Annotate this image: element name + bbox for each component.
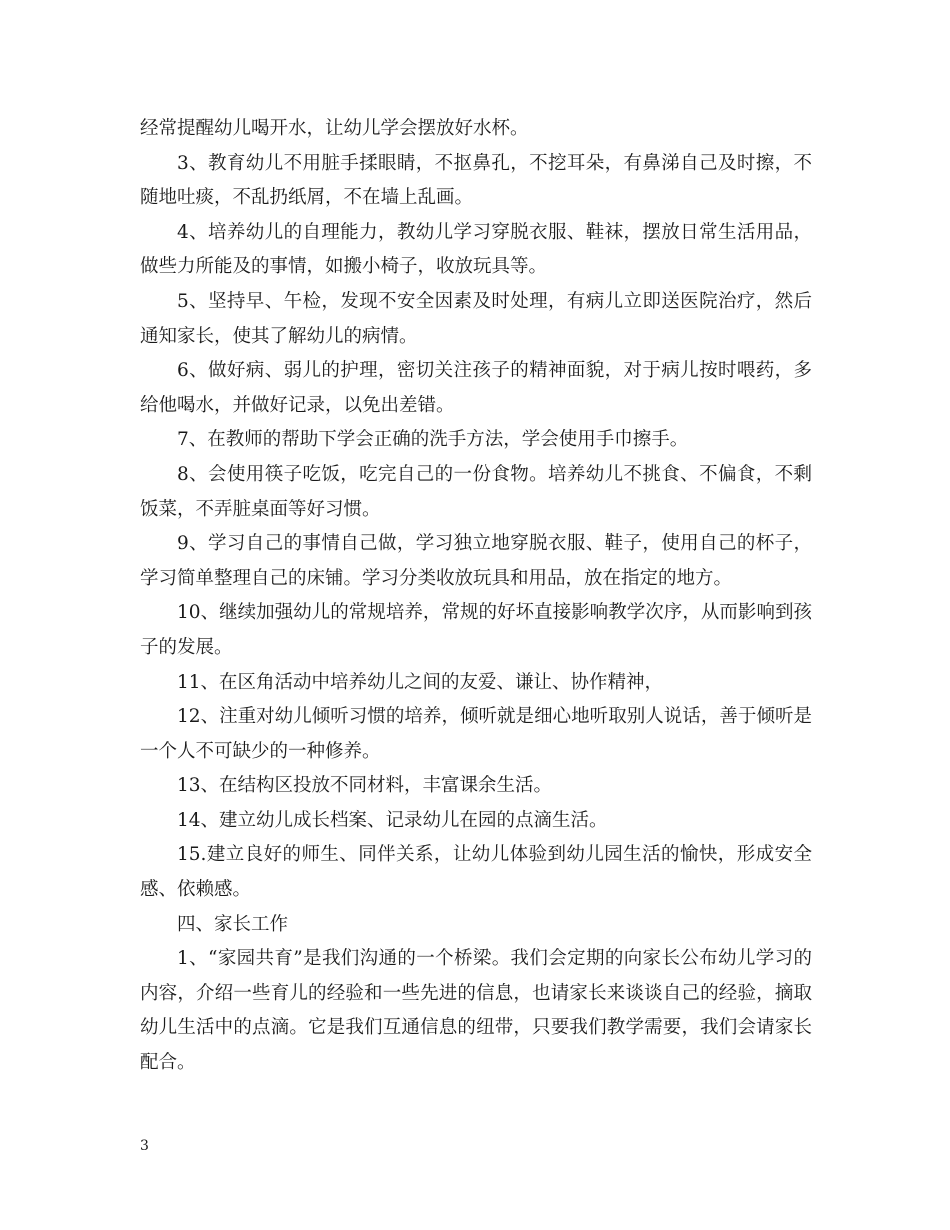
paragraph-item-13: 13、在结构区投放不同材料，丰富课余生活。	[177, 775, 553, 797]
paragraph-item-7: 7、在教师的帮助下学会正确的洗手方法，学会使用手巾擦手。	[177, 429, 689, 451]
paragraph-item-3: 3、教育幼儿不用脏手揉眼睛，不抠鼻孔，不挖耳朵，有鼻涕自己及时擦，不随地吐痰，不乱扔纸屑，不在墙上乱画。	[140, 152, 812, 209]
paragraph-item-6: 6、做好病、弱儿的护理，密切关注孩子的精神面貌，对于病儿按时喂药，多给他喝水，并做好记录，以免出差错。	[140, 360, 812, 416]
section-heading: 四、家长工作	[177, 913, 289, 935]
paragraph-item-15: 15.建立良好的师生、同伴关系，让幼儿体验到幼儿园生活的愉快，形成安全感、依赖感。	[140, 844, 812, 901]
paragraph-item-8: 8、会使用筷子吃饭，吃完自己的一份食物。培养幼儿不挑食、不偏食，不剩饭菜，不弄脏桌面等好习惯。	[140, 463, 812, 520]
paragraph-item-4: 4、培养幼儿的自理能力，教幼儿学习穿脱衣服、鞋袜，摆放日常生活用品，做些力所能及的事情，如搬小椅子，收放玩具等。	[140, 221, 812, 278]
paragraph-item-9: 9、学习自己的事情自己做，学习独立地穿脱衣服、鞋子，使用自己的杯子，学习简单整理自己的床铺。学习分类收放玩具和用品，放在指定的地方。	[140, 533, 812, 589]
paragraph-item-10: 10、继续加强幼儿的常规培养，常规的好坏直接影响教学次序，从而影响到孩子的发展。	[140, 602, 812, 658]
paragraph-item-12: 12、注重对幼儿倾听习惯的培养，倾听就是细心地听取别人说话，善于倾听是一个人不可缺少的一种修养。	[140, 706, 812, 762]
paragraph-parent-work-1: 1、“家园共育”是我们沟通的一个桥梁。我们会定期的向家长公布幼儿学习的内容，介绍一些育儿的经验和一些先进的信息，也请家长来谈谈自己的经验，摘取幼儿生活中的点滴。它是我们互通信息的纽带，只要我们教学需要，我们会请家长配合。	[140, 948, 812, 1074]
paragraph-continuation: 经常提醒幼儿喝开水，让幼儿学会摆放好水杯。	[140, 118, 529, 139]
page-number: 3	[140, 1138, 149, 1154]
paragraph-item-11: 11、在区角活动中培养幼儿之间的友爱、谦让、协作精神，	[177, 671, 664, 693]
document-body	[140, 112, 812, 1081]
paragraph-item-14: 14、建立幼儿成长档案、记录幼儿在园的点滴生活。	[177, 809, 608, 831]
paragraph-item-5: 5、坚持早、午检，发现不安全因素及时处理，有病儿立即送医院治疗，然后通知家长，使其了解幼儿的病情。	[140, 290, 812, 347]
